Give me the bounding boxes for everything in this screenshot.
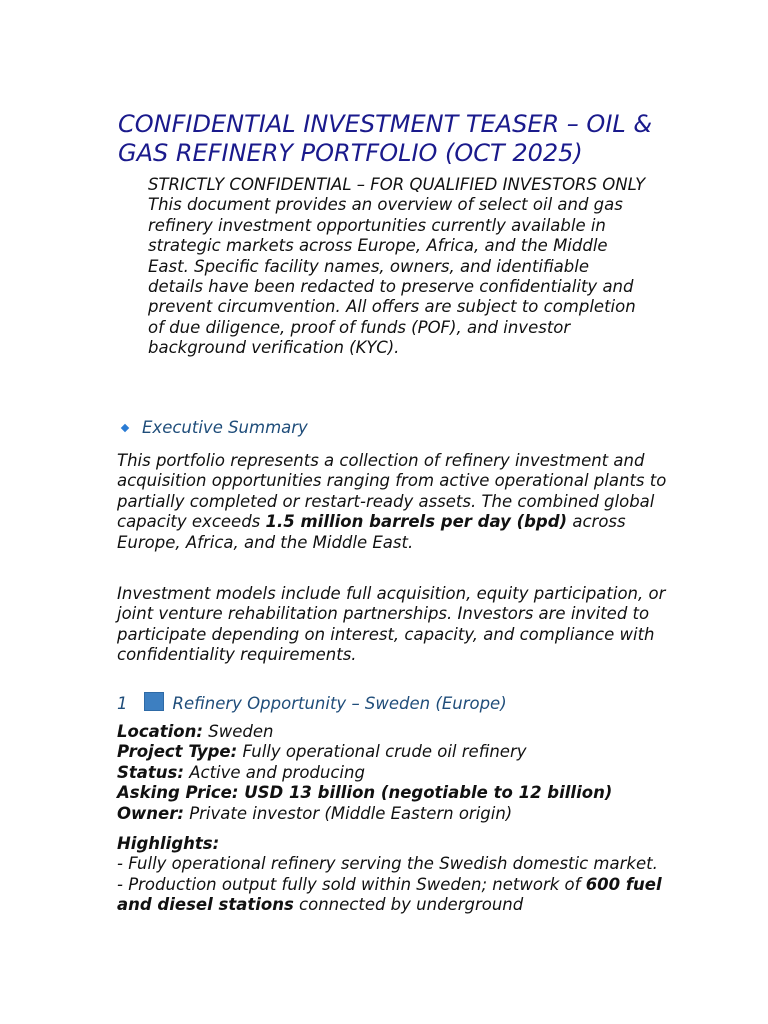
project-type-label: Project Type:	[117, 742, 238, 762]
project-type-row	[117, 742, 677, 762]
section-1-heading	[117, 690, 507, 713]
document-title: CONFIDENTIAL INVESTMENT TEASER – OIL & GAS REFINERY PORTFOLIO (OCT 2025)	[118, 110, 653, 167]
refinery-details	[117, 722, 677, 824]
executive-summary-heading	[122, 418, 308, 437]
status-value: Active and producing	[183, 762, 365, 782]
owner-row	[117, 804, 677, 824]
status-row	[117, 763, 677, 783]
summary-paragraph-1	[117, 451, 677, 553]
section-number: 1	[117, 694, 128, 713]
confidential-text: This document provides an overview of select oil and gas refinery investment opportunities currently available in strategic markets across Europe, Africa, and the Middle East. Specific facility names, owners, and identifiable details have been redacted to preserve confidentiality and prevent circumvention. All offers are subject to completion of due diligence, proof of funds (POF), and investor background verification (KYC).	[148, 195, 636, 358]
highlight-2-text-end: connected by underground	[293, 895, 524, 915]
highlight-item-1: - Fully operational refinery serving the Swedish domestic market.	[117, 854, 658, 874]
blue-square-icon	[144, 692, 164, 711]
highlights-block	[117, 834, 677, 916]
location-value: Sweden	[203, 722, 274, 741]
confidential-heading: STRICTLY CONFIDENTIAL – FOR QUALIFIED INVESTORS ONLY	[148, 175, 646, 194]
owner-value: Private investor (Middle Eastern origin)	[183, 803, 513, 823]
summary-text: This portfolio represents a collection of refinery investment and acquisition opportunities ranging from active operational plants to partially completed or restart-ready assets. The combined global capacity exceeds	[117, 451, 667, 532]
asking-price-label: Asking Price:	[117, 783, 239, 803]
executive-summary-label: Executive Summary	[142, 418, 308, 437]
section-title: Refinery Opportunity – Sweden (Europe)	[172, 694, 507, 713]
status-label: Status:	[117, 762, 184, 782]
location-row	[117, 722, 677, 742]
summary-text-end: across Europe, Africa, and the Middle East.	[117, 512, 626, 552]
confidentiality-notice	[148, 175, 648, 359]
asking-price-value: USD 13 billion (negotiable to 12 billion)	[238, 783, 613, 803]
highlight-item-2	[117, 875, 662, 914]
project-type-value: Fully operational crude oil refinery	[237, 742, 527, 762]
diamond-bullet-icon	[121, 424, 129, 432]
location-label: Location:	[117, 722, 203, 741]
highlights-label: Highlights:	[117, 834, 220, 853]
asking-price-row	[117, 783, 677, 803]
highlight-2-text: - Production output fully sold within Sweden; network of	[117, 874, 586, 894]
stations-highlight: 600 fuel and diesel stations	[117, 874, 662, 915]
owner-label: Owner:	[117, 803, 184, 823]
capacity-highlight: 1.5 million barrels per day (bpd)	[265, 512, 568, 532]
summary-paragraph-2: Investment models include full acquisition, equity participation, or joint venture rehabilitation partnerships. Investors are invited to participate depending on interest, capacity, and compliance with confidentiality requirements.	[117, 584, 666, 665]
